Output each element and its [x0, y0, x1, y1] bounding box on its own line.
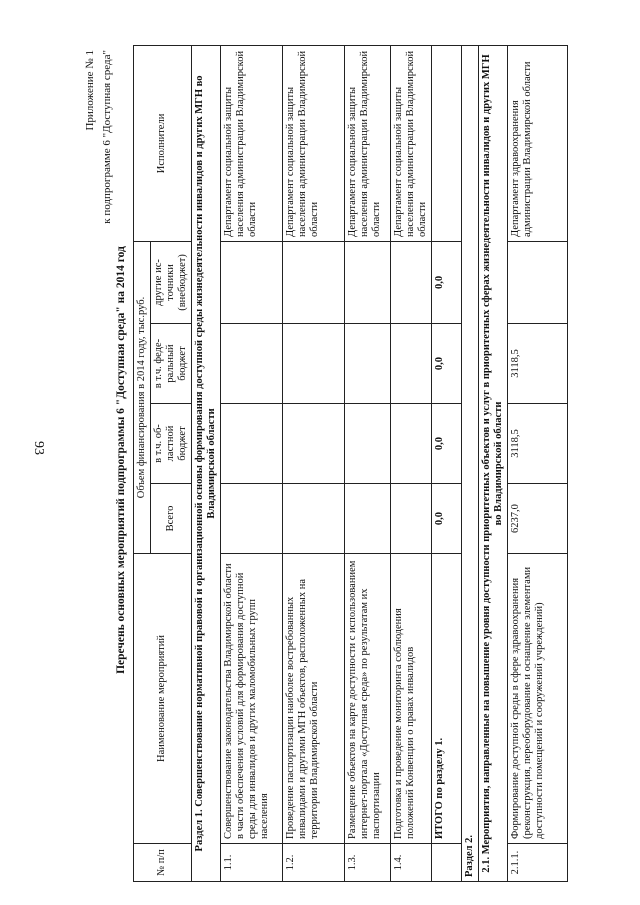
row-name: Формирование доступной среды в сфере здравоохранения (реконструкция, переоборудование и оснащение элементами доступности помещений и сооружений учреждений)	[508, 554, 568, 844]
row-total: 6237,0	[508, 484, 568, 554]
row-regional	[220, 404, 282, 484]
row-other	[220, 241, 282, 323]
row-num: 1.4.	[390, 844, 431, 882]
row-name: Совершенствование законодательства Владимирской области в части обеспечения условий для формирования доступной среды для инвалидов и других маломобильных групп населения	[220, 554, 282, 844]
total-row-total: 0,0	[432, 484, 462, 554]
total-row-executor	[432, 45, 462, 241]
subsection-2-1-title: 2.1. Мероприятия, направленные на повышение уровня доступности приоритетных объектов и услуг в приоритетных сферах жизнедеятельности инвалидов и других МГН во Владимирской области	[479, 45, 508, 881]
row-other	[344, 241, 390, 323]
table-row	[390, 45, 431, 881]
total-row-federal: 0,0	[432, 324, 462, 404]
row-total	[220, 484, 282, 554]
row-total	[390, 484, 431, 554]
page-number: 93	[31, 441, 46, 455]
row-regional: 3118,5	[508, 404, 568, 484]
row-other	[282, 241, 344, 323]
col-header-funding: Объем финансирования в 2014 году, тыс.руб.	[133, 241, 150, 553]
document-title: Перечень основных мероприятий подпрограммы 6 "Доступная среда" на 2014 год	[115, 246, 128, 674]
col-header-other: другие ис-точники (внебюджет)	[150, 241, 191, 323]
header-row	[133, 45, 150, 881]
row-regional	[344, 404, 390, 484]
row-federal	[282, 324, 344, 404]
total-row-other: 0,0	[432, 241, 462, 323]
col-header-total: Всего	[150, 484, 191, 554]
row-name: Подготовка и проведение мониторинга соблюдения положений Конвенции о правах инвалидов	[390, 554, 431, 844]
total-row-label: ИТОГО по разделу 1.	[432, 554, 462, 844]
table-row	[220, 45, 282, 881]
row-federal	[220, 324, 282, 404]
col-header-federal: в т.ч. феде-ральный бюджет	[150, 324, 191, 404]
total-row-num	[432, 844, 462, 882]
subsection-row	[479, 45, 508, 881]
row-regional	[282, 404, 344, 484]
col-header-name: Наименование мероприятий	[133, 554, 191, 844]
col-header-executors: Исполнители	[133, 45, 191, 241]
section-1-title: Раздел 1. Совершенствование нормативной правовой и организационной основы формирования доступной среды жизнедеятельности инвалидов и других МГН во Владимирской области	[191, 45, 220, 881]
row-num: 2.1.1.	[508, 844, 568, 882]
row-executor: Департамент социальной защиты населения администрации Владимирской области	[220, 45, 282, 241]
row-federal	[344, 324, 390, 404]
col-header-regional: в т.ч. об-ластной бюджет	[150, 404, 191, 484]
row-other	[390, 241, 431, 323]
row-num: 1.2.	[282, 844, 344, 882]
row-regional	[390, 404, 431, 484]
table-row	[508, 45, 568, 881]
section-2-title: Раздел 2.	[462, 45, 479, 881]
row-executor: Департамент социальной защиты населения администрации Владимирской области	[390, 45, 431, 241]
row-federal	[390, 324, 431, 404]
row-name: Проведение паспортизации наиболее востребованных инвалидами и другими МГН объектов, расположенных на территории Владимирской области	[282, 554, 344, 844]
col-header-num: № п/п	[133, 844, 191, 882]
row-executor: Департамент социальной защиты населения администрации Владимирской области	[282, 45, 344, 241]
appendix-label: Приложение № 1	[84, 50, 96, 131]
total-row-regional: 0,0	[432, 404, 462, 484]
table-row	[344, 45, 390, 881]
document-sheet	[80, 30, 610, 890]
section-row	[191, 45, 220, 881]
section-row	[462, 45, 479, 881]
row-other	[508, 241, 568, 323]
row-total	[344, 484, 390, 554]
table-row	[282, 45, 344, 881]
appendix-reference: к подпрограмме 6 "Доступная среда"	[100, 50, 113, 224]
total-row	[432, 45, 462, 881]
row-executor: Департамент социальной защиты населения администрации Владимирской области	[344, 45, 390, 241]
row-num: 1.1.	[220, 844, 282, 882]
row-name: Размещение объектов на карте доступности с использованием интернет-портала «Доступная среда» по результатам их паспортизации	[344, 554, 390, 844]
measures-table	[133, 45, 569, 882]
row-total	[282, 484, 344, 554]
row-num: 1.3.	[344, 844, 390, 882]
row-executor: Департамент здравоохранения администрации Владимирской области	[508, 45, 568, 241]
row-federal: 3118,5	[508, 324, 568, 404]
